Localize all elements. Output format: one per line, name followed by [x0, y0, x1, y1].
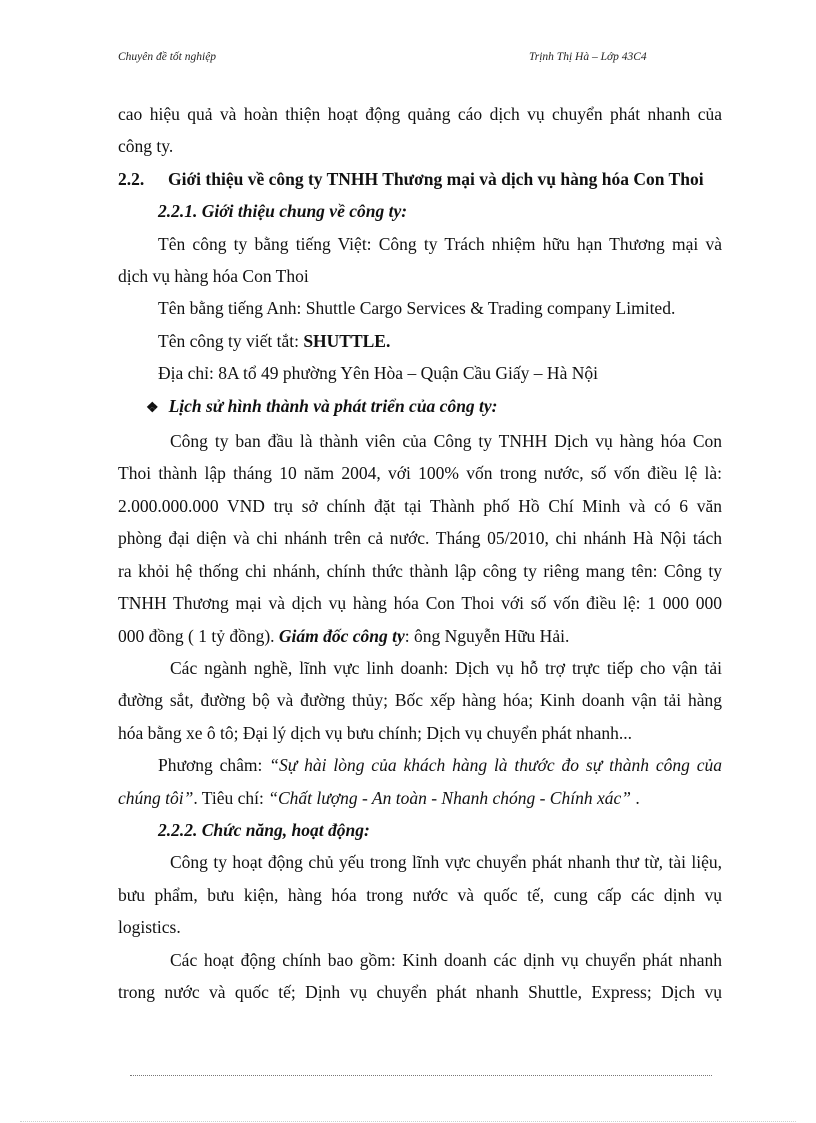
history-line: TNHH Thương mại và dịch vụ hàng hóa Con Thoi với số vốn điều lệ: 1 000 000: [118, 593, 722, 614]
short-name-value: SHUTTLE.: [303, 330, 391, 351]
subsection-heading-2-2-1: 2.2.1. Giới thiệu chung về công ty:: [158, 201, 408, 222]
history-line: 2.000.000.000 VND trụ sở chính đặt tại Thành phố Hồ Chí Minh và có 6 văn: [118, 495, 722, 516]
business-line: Các ngành nghề, lĩnh vực linh doanh: Dịch vụ hỗ trợ trực tiếp cho vận tải: [170, 657, 722, 678]
history-line: ra khỏi hệ thống chi nhánh, chính thức thành lập công ty riêng mang tên: Công ty: [118, 560, 722, 581]
history-heading-text: Lịch sử hình thành và phát triển của công ty:: [168, 395, 498, 416]
motto-text: “Sự hài lòng của khách hàng là thước đo sự thành công của: [269, 755, 723, 776]
company-address: Địa chỉ: 8A tổ 49 phường Yên Hòa – Quận Cầu Giấy – Hà Nội: [158, 363, 598, 384]
paragraph-line: công ty.: [118, 136, 174, 157]
history-line: Công ty ban đầu là thành viên của Công ty TNHH Dịch vụ hàng hóa Con: [170, 431, 722, 452]
history-heading: [118, 390, 722, 425]
section-title: Giới thiệu về công ty TNHH Thương mại và dịch vụ hàng hóa Con Thoi: [168, 168, 704, 189]
motto-line: [118, 749, 722, 781]
business-line: đường sắt, đường bộ và đường thủy; Bốc xếp hàng hóa; Kinh doanh vận tải hàng: [118, 690, 722, 711]
function-line: Công ty hoạt động chủ yếu trong lĩnh vực chuyển phát nhanh thư từ, tài liệu,: [170, 852, 722, 873]
criteria-end: .: [630, 787, 640, 808]
company-short-name: [118, 325, 722, 357]
company-name-en: Tên bằng tiếng Anh: Shuttle Cargo Services & Trading company Limited.: [158, 298, 676, 319]
criteria-label: . Tiêu chí:: [193, 787, 269, 808]
history-line: phòng đại diện và chi nhánh trên cả nước. Tháng 05/2010, chi nhánh Hà Nội tách: [118, 528, 722, 549]
motto-text: chúng tôi”: [118, 787, 194, 808]
director-name: : ông Nguyễn Hữu Hải.: [404, 625, 570, 646]
company-name-vn-line: dịch vụ hàng hóa Con Thoi: [118, 266, 309, 287]
director-label: Giám đốc công ty: [278, 625, 405, 646]
activities-line: Các hoạt động chính bao gồm: Kinh doanh các dịnh vụ chuyển phát nhanh: [170, 949, 722, 970]
section-number: 2.2.: [118, 168, 145, 189]
page-bottom-divider: [20, 1121, 796, 1122]
function-line: logistics.: [118, 917, 181, 938]
subsection-heading-2-2-2: 2.2.2. Chức năng, hoạt động:: [158, 819, 370, 840]
section-heading: [118, 163, 722, 195]
paragraph-line: cao hiệu quả và hoàn thiện hoạt động quảng cáo dịch vụ chuyển phát nhanh của: [118, 104, 722, 124]
activities-line: trong nước và quốc tế; Dịnh vụ chuyển phát nhanh Shuttle, Express; Dịch vụ: [118, 981, 722, 1002]
function-line: bưu phẩm, bưu kiện, hàng hóa trong nước và quốc tế, cung cấp các dịnh vụ: [118, 884, 722, 905]
company-name-vn-line: Tên công ty bằng tiếng Việt: Công ty Trách nhiệm hữu hạn Thương mại và: [158, 233, 722, 254]
document-body: [118, 98, 722, 1008]
footer-divider: [130, 1075, 712, 1076]
short-name-label: Tên công ty viết tắt:: [158, 330, 304, 351]
history-line: [118, 620, 722, 652]
motto-label: Phương châm:: [158, 755, 270, 776]
diamond-bullet-icon: ❖: [146, 400, 159, 416]
criteria-text: “Chất lượng - An toàn - Nhanh chóng - Chính xác”: [268, 787, 631, 808]
history-text: 000 đồng ( 1 tỷ đồng).: [118, 625, 279, 646]
business-line: hóa bằng xe ô tô; Đại lý dịch vụ bưu chính; Dịch vụ chuyển phát nhanh...: [118, 722, 632, 743]
history-line: Thoi thành lập tháng 10 năm 2004, với 100% vốn trong nước, số vốn điều lệ là:: [118, 463, 722, 484]
motto-line: [118, 782, 722, 814]
header-right-author: Trịnh Thị Hà – Lớp 43C4: [529, 51, 647, 63]
header-left-title: Chuyên đề tốt nghiệp: [118, 51, 217, 63]
